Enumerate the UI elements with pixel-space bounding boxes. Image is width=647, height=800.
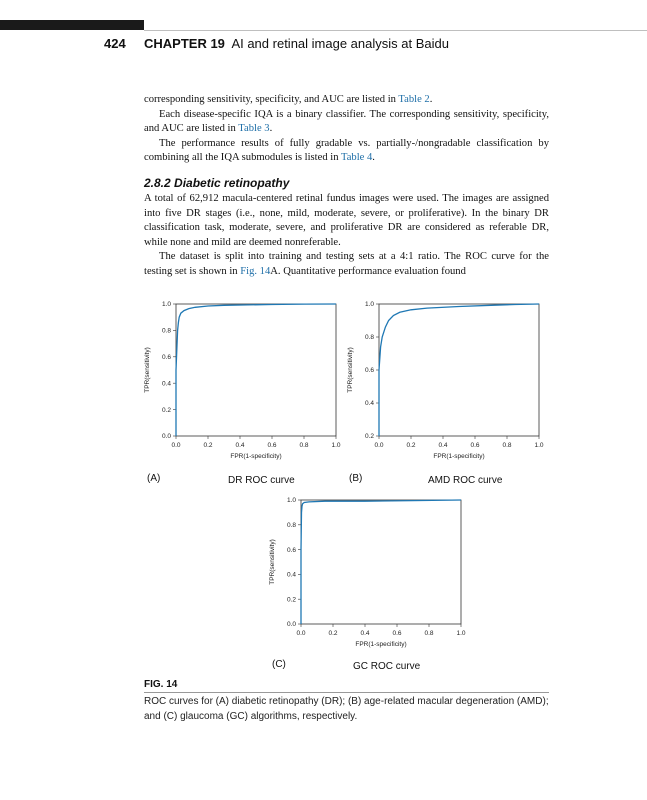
gc-roc-chart bbox=[265, 492, 475, 662]
x-tick-label: 0.6 bbox=[392, 630, 402, 637]
y-tick-label: 0.4 bbox=[161, 380, 171, 388]
paragraph-text: The performance results of fully gradable vs. partially-/nongradable classification by combining all the IQA submodules is listed in bbox=[144, 137, 549, 163]
paragraph-end: . bbox=[269, 123, 273, 134]
y-tick-label: 0.0 bbox=[161, 433, 171, 441]
x-tick-label: 0.0 bbox=[374, 442, 384, 449]
dr-roc-chart bbox=[140, 296, 350, 471]
caption-rule bbox=[144, 692, 549, 693]
roc-curve-line bbox=[301, 500, 461, 624]
header-rule bbox=[144, 30, 647, 31]
y-tick-label: 0.0 bbox=[286, 621, 296, 629]
section-heading: 2.8.2 Diabetic retinopathy bbox=[144, 176, 290, 190]
x-tick-label: 1.0 bbox=[534, 442, 544, 449]
plot-frame bbox=[379, 304, 539, 436]
x-tick-label: 1.0 bbox=[331, 442, 341, 449]
x-tick-label: 0.6 bbox=[267, 442, 277, 449]
dr-chart-title: DR ROC curve bbox=[228, 475, 295, 486]
paragraph-end: A. Quantitative performance evaluation found bbox=[270, 265, 466, 277]
paragraph-3 bbox=[144, 137, 549, 166]
panel-c-label: (C) bbox=[272, 659, 286, 670]
figure-caption: ROC curves for (A) diabetic retinopathy (DR); (B) age-related macular degeneration (AMD); and (C) glaucoma (GC) algorithms, respectively. bbox=[144, 696, 549, 722]
paragraph-end: . bbox=[429, 94, 433, 105]
y-axis-label: TPR(sensitivity) bbox=[347, 347, 354, 393]
table-4-link[interactable]: Table 4 bbox=[340, 152, 373, 163]
fig-14-link[interactable]: Fig. 14 bbox=[240, 265, 271, 277]
gc-chart-title: GC ROC curve bbox=[353, 661, 421, 672]
x-tick-label: 0.0 bbox=[296, 630, 306, 637]
section-paragraph-2 bbox=[144, 250, 549, 279]
page-number: 424 bbox=[104, 36, 126, 51]
x-tick-label: 0.8 bbox=[424, 630, 434, 637]
chapter-title: AI and retinal image analysis at Baidu bbox=[231, 36, 449, 51]
y-tick-label: 0.4 bbox=[364, 400, 374, 408]
figure-label: FIG. 14 bbox=[144, 679, 178, 690]
y-tick-label: 0.8 bbox=[286, 522, 296, 529]
x-tick-label: 0.4 bbox=[235, 442, 245, 449]
y-axis-label: TPR(sensitivity) bbox=[144, 347, 151, 393]
paragraph-text: Each disease-specific IQA is a binary classifier. The corresponding sensitivity, specificity, and AUC are listed in bbox=[144, 108, 549, 134]
panel-a-label: (A) bbox=[147, 473, 161, 484]
y-tick-label: 1.0 bbox=[286, 497, 296, 505]
y-tick-label: 0.2 bbox=[364, 433, 374, 441]
y-tick-label: 0.6 bbox=[286, 546, 296, 554]
amd-chart-title: AMD ROC curve bbox=[428, 475, 503, 486]
x-tick-label: 0.2 bbox=[203, 442, 213, 449]
y-tick-label: 0.8 bbox=[161, 327, 171, 335]
x-tick-label: 0.4 bbox=[360, 630, 370, 637]
x-tick-label: 0.2 bbox=[328, 630, 338, 637]
x-tick-label: 0.0 bbox=[171, 442, 181, 449]
paragraph-1 bbox=[144, 93, 549, 108]
table-2-link[interactable]: Table 2 bbox=[398, 94, 430, 105]
paragraph-text: The dataset is split into training and testing sets at a 4:1 ratio. The ROC curve for the testing set is shown in bbox=[144, 251, 549, 277]
x-axis-label: FPR(1-specificity) bbox=[230, 453, 282, 460]
y-tick-label: 0.2 bbox=[161, 406, 171, 414]
x-tick-label: 0.6 bbox=[470, 442, 480, 449]
intro-paragraphs bbox=[144, 93, 549, 166]
y-tick-label: 0.6 bbox=[161, 354, 171, 361]
roc-curve-line bbox=[379, 304, 539, 436]
x-axis-label: FPR(1-specificity) bbox=[355, 641, 407, 648]
panel-b-label: (B) bbox=[349, 473, 363, 484]
paragraph-2 bbox=[144, 108, 549, 137]
roc-curve-line bbox=[176, 304, 336, 436]
x-tick-label: 1.0 bbox=[456, 630, 466, 637]
y-axis-label: TPR(sensitivity) bbox=[269, 539, 276, 585]
y-tick-label: 0.4 bbox=[286, 571, 296, 579]
chapter-label: CHAPTER 19 bbox=[144, 36, 225, 51]
section-paragraph-1: A total of 62,912 macula-centered retinal fundus images were used. The images are assigned into five DR stages (i.e., none, mild, moderate, severe, or proliferative). In the binary DR classification task, moderate, severe, and proliferative DR are considered as referable DR, while none and mild are deemed nonreferable. bbox=[144, 193, 549, 248]
y-tick-label: 0.6 bbox=[364, 367, 374, 375]
x-axis-label: FPR(1-specificity) bbox=[433, 453, 485, 460]
plot-frame bbox=[301, 500, 461, 624]
x-tick-label: 0.2 bbox=[406, 442, 416, 449]
amd-roc-chart bbox=[343, 296, 553, 471]
plot-frame bbox=[176, 304, 336, 436]
y-tick-label: 1.0 bbox=[364, 301, 374, 309]
x-tick-label: 0.8 bbox=[502, 442, 512, 449]
table-3-link[interactable]: Table 3 bbox=[238, 123, 270, 134]
section-body bbox=[144, 192, 549, 279]
y-tick-label: 0.2 bbox=[286, 596, 296, 604]
paragraph-end: . bbox=[372, 152, 375, 163]
x-tick-label: 0.8 bbox=[299, 442, 309, 449]
header-bar bbox=[0, 20, 144, 30]
y-tick-label: 1.0 bbox=[161, 301, 171, 309]
chapter-heading bbox=[144, 36, 449, 51]
y-tick-label: 0.8 bbox=[364, 334, 374, 342]
paragraph-text: corresponding sensitivity, specificity, and AUC are listed in bbox=[144, 94, 399, 105]
x-tick-label: 0.4 bbox=[438, 442, 448, 449]
